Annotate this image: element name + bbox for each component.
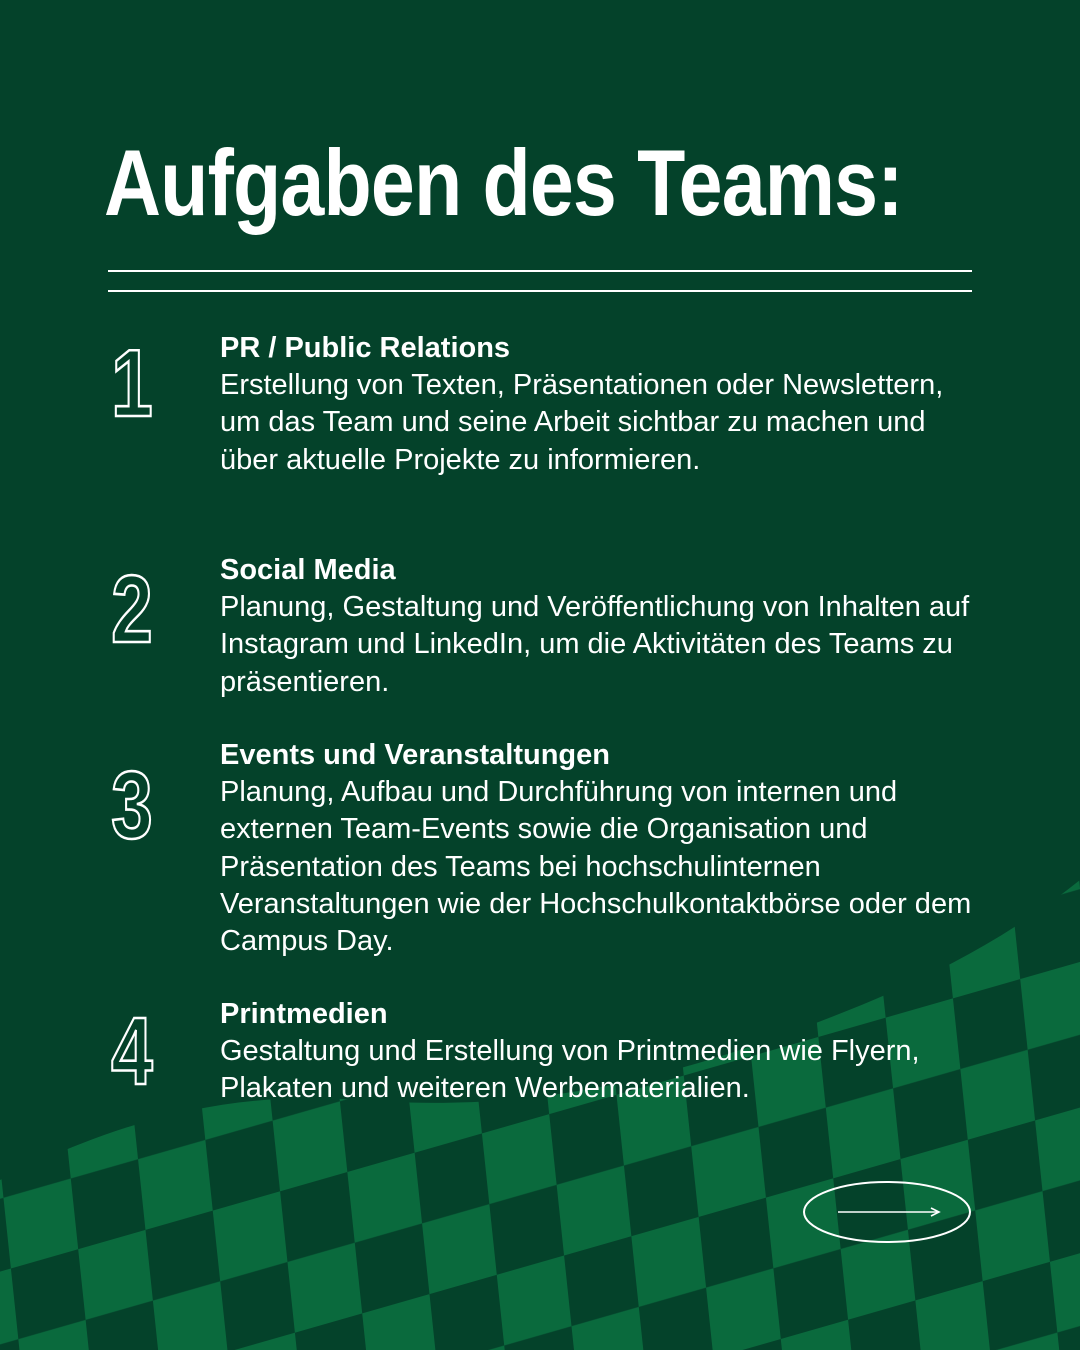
divider-bottom [108, 290, 972, 292]
task-item-printmedien [220, 996, 980, 1108]
task-heading: Events und Veranstaltungen [220, 739, 610, 771]
number-4-outline [100, 1000, 164, 1090]
task-description: Gestaltung und Erstellung von Printmedien wie Flyern, Plakaten und weiteren Werbematerialien. [220, 1035, 920, 1105]
task-item-pr [220, 330, 980, 479]
task-item-events [220, 737, 980, 960]
svg-text:1: 1 [111, 332, 153, 422]
task-heading: Social Media [220, 554, 396, 586]
task-description: Planung, Aufbau und Durchführung von internen und externen Team-Events sowie die Organisation und Präsentation des Teams bei hochschulinternen Veranstaltungen wie der Hochschulkontaktbörse oder dem Campus Day. [220, 776, 972, 958]
svg-text:4: 4 [111, 1000, 153, 1090]
task-heading: PR / Public Relations [220, 332, 511, 364]
divider-top [108, 270, 972, 272]
task-description: Erstellung von Texten, Präsentationen oder Newslettern, um das Team und seine Arbeit sichtbar zu machen und über aktuelle Projekte zu informieren. [220, 369, 944, 476]
number-1-outline [100, 332, 164, 422]
number-3-outline [100, 754, 164, 844]
number-2-outline [100, 558, 164, 648]
task-description: Planung, Gestaltung und Veröffentlichung von Inhalten auf Instagram und LinkedIn, um die Aktivitäten des Teams zu präsentieren. [220, 591, 970, 698]
task-item-social-media [220, 552, 980, 701]
arrow-right-icon [838, 1208, 939, 1216]
task-heading: Printmedien [220, 998, 388, 1030]
svg-text:2: 2 [111, 558, 153, 648]
next-button[interactable] [802, 1180, 972, 1244]
page-title: Aufgaben des Teams: [104, 130, 903, 235]
svg-text:3: 3 [111, 754, 153, 844]
